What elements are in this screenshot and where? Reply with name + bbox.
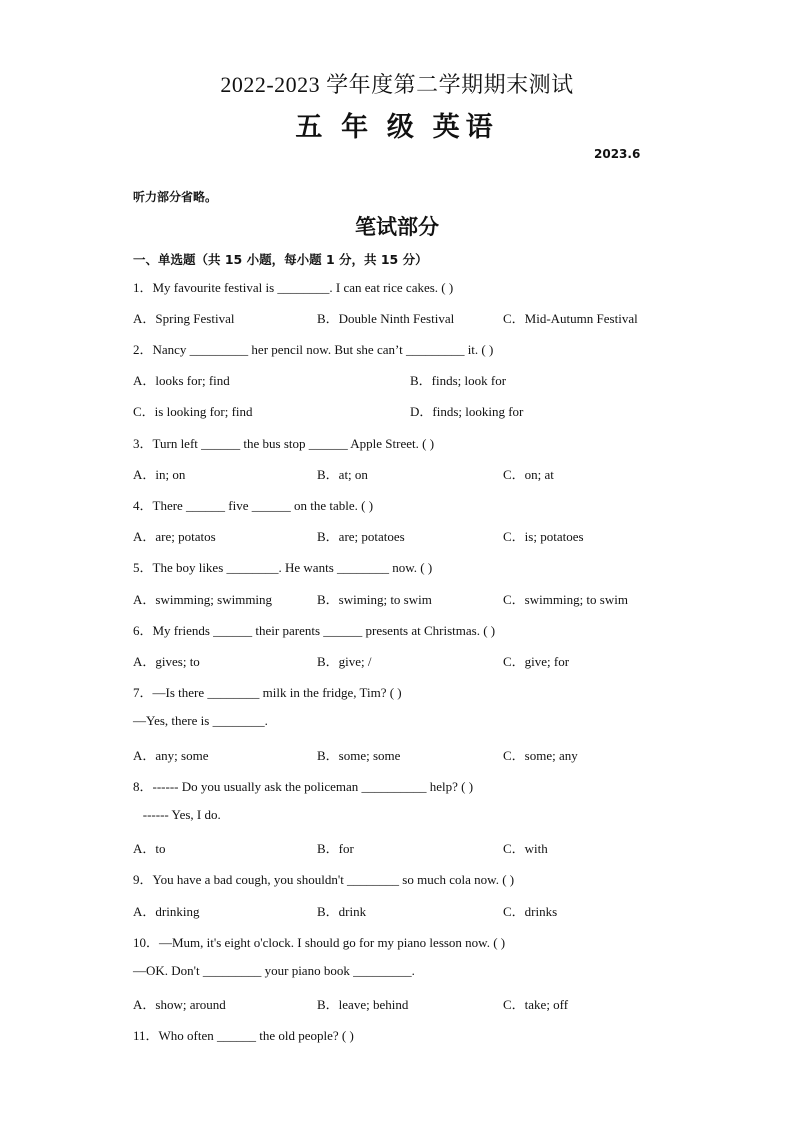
question-6-stem: 6．My friends ______ their parents ______ presents at Christmas. ( ) [133,623,496,638]
question-2-option-d: D．finds; looking for [410,404,524,419]
question-5-stem: 5．The boy likes ________. He wants ________ now. ( ) [133,560,433,575]
question-8-stem: 8．------ Do you usually ask the policeman __________ help? ( ) [133,779,474,794]
question-10-stem: 10．—Mum, it's eight o'clock. I should go for my piano lesson now. ( ) [133,935,506,950]
question-1-option-a: A．Spring Festival [133,311,235,326]
question-7-option-c: C．some; any [503,748,578,763]
question-7-stem: 7．—Is there ________ milk in the fridge, Tim? ( ) [133,685,402,700]
question-8-option-c: C．with [503,841,548,856]
question-4-option-a: A．are; potatos [133,529,216,544]
question-1-option-c: C．Mid-Autumn Festival [503,311,638,326]
question-10-option-a: A．show; around [133,997,226,1012]
exam-subtitle: 五 年 级 英语 [295,112,499,142]
exam-date: 2023.6 [594,147,641,161]
question-6-option-c: C．give; for [503,654,570,669]
question-1-option-b: B．Double Ninth Festival [317,311,455,326]
question-6-option-b: B．give; / [317,654,372,669]
question-2-stem: 2．Nancy _________ her pencil now. But she can’t _________ it. ( ) [133,342,494,357]
question-3-option-a: A．in; on [133,467,186,482]
question-8-reply: ------ Yes, I do. [133,807,221,822]
question-7-reply: —Yes, there is ________. [133,713,268,728]
question-9-option-b: B．drink [317,904,367,919]
section-title: 笔试部分 [355,215,439,239]
question-2-option-a: A．looks for; find [133,373,230,388]
question-10-option-c: C．take; off [503,997,569,1012]
part-title: 一、单选题（共 15 小题，每小题 1 分，共 15 分） [133,252,428,267]
question-4-stem: 4．There ______ five ______ on the table. ( ) [133,498,374,513]
question-10-option-b: B．leave; behind [317,997,409,1012]
listening-note: 听力部分省略。 [133,190,218,204]
question-5-option-c: C．swimming; to swim [503,592,628,607]
exam-title: 2022-2023 学年度第二学期期末测试 [220,72,574,97]
question-4-option-c: C．is; potatoes [503,529,584,544]
question-2-option-b: B．finds; look for [410,373,507,388]
question-11-stem: 11．Who often ______ the old people? ( ) [133,1028,354,1043]
question-5-option-a: A．swimming; swimming [133,592,273,607]
question-3-stem: 3．Turn left ______ the bus stop ______ Apple Street. ( ) [133,436,435,451]
question-8-option-a: A．to [133,841,166,856]
question-8-option-b: B．for [317,841,354,856]
question-9-option-a: A．drinking [133,904,200,919]
question-6-option-a: A．gives; to [133,654,200,669]
question-10-reply: —OK. Don't _________ your piano book _________. [133,963,415,978]
question-2-option-c: C．is looking for; find [133,404,253,419]
question-1-stem: 1．My favourite festival is ________. I can eat rice cakes. ( ) [133,280,454,295]
question-3-option-b: B．at; on [317,467,368,482]
question-4-option-b: B．are; potatoes [317,529,405,544]
question-9-stem: 9．You have a bad cough, you shouldn't ________ so much cola now. ( ) [133,872,515,887]
question-7-option-a: A．any; some [133,748,209,763]
question-7-option-b: B．some; some [317,748,401,763]
question-5-option-b: B．swiming; to swim [317,592,432,607]
question-3-option-c: C．on; at [503,467,554,482]
question-9-option-c: C．drinks [503,904,558,919]
